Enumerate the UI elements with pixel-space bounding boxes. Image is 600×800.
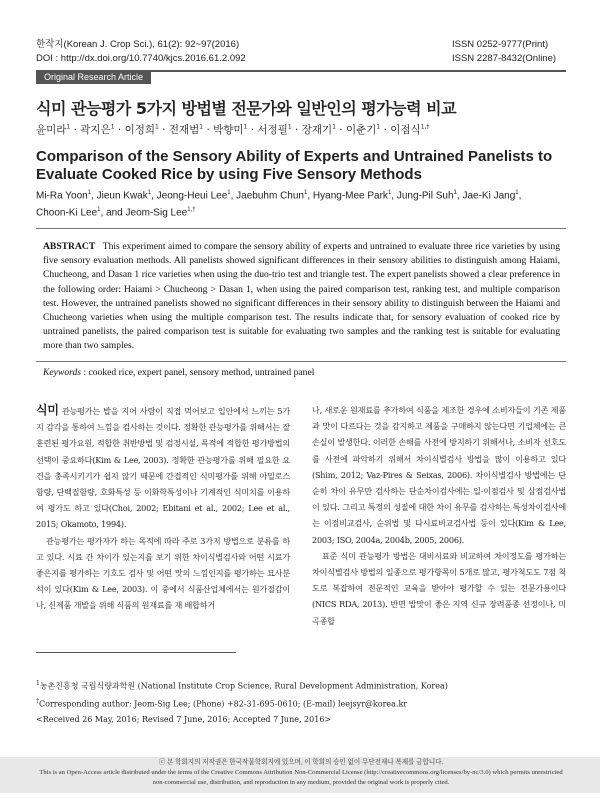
footnote-text: 농촌진흥청 국립식량과학원 (National Institute Crop Science, Rural Development Administration, Korea) — [39, 681, 448, 691]
author-en: Jung-Pil Suh — [396, 190, 454, 202]
affil-sup: 1 — [287, 123, 292, 131]
keywords-label: Keywords — [43, 367, 82, 378]
affil-sup: 1 — [332, 123, 336, 131]
body-paragraph — [36, 402, 290, 533]
footnote-text: Corresponding author: Jeom-Sig Lee; (Phone) +82-31-695-0610; (E-mail) leejsyr@korea.kr — [39, 699, 408, 709]
affil-sup: 1 — [376, 123, 381, 131]
affil-sup: 1 — [97, 207, 101, 214]
affil-sup: 1 — [199, 123, 204, 131]
author-en: Choon-Ki Lee — [36, 207, 98, 219]
author-ko: 박향미 — [213, 124, 244, 136]
author-ko: 서정필 — [257, 124, 288, 136]
affil-sup: 1 — [110, 123, 115, 131]
author-en: Jieun Kwak — [96, 190, 148, 202]
affil-sup: 1,† — [420, 123, 430, 131]
keywords-text: : cooked rice, expert panel, sensory method, untrained panel — [83, 367, 315, 378]
dropcap: 식미 — [36, 403, 59, 417]
author-ko: 전재범 — [168, 124, 200, 136]
korean-title: 식미 관능평가 5가지 방법별 전문가와 일반인의 평가능력 비교 — [36, 99, 457, 118]
body-column-left — [36, 402, 290, 614]
author-ko: 장재기 — [301, 124, 333, 136]
keywords — [43, 367, 314, 378]
author-en: Jaebuhm Chun — [236, 190, 304, 202]
author-en: and Jeom-Sig Lee — [106, 207, 188, 219]
doi-link[interactable]: DOI : http://dx.doi.org/10.7740/kjcs.2016.61.2.092 — [36, 53, 246, 64]
author-ko: 이정희 — [124, 124, 155, 136]
affil-sup: 1 — [227, 190, 231, 196]
korean-authors: 윤미라$^1$ · 곽지은$^1$ · 이정희$^1$ · 전재범$^1$ · 박향미$^1$ · 서정필$^1$ · 장재기$^1$ · 이춘기$^1$ · 이점식$^{1,\dagger}$ — [36, 123, 430, 136]
footnote-affiliation — [36, 676, 566, 694]
issn-block — [452, 38, 556, 66]
affil-sup: 1,† — [187, 207, 196, 214]
author-en: Jeong-Heui Lee — [156, 190, 228, 202]
affil-sup: 1 — [87, 190, 92, 196]
author-ko: 이점식 — [390, 124, 421, 136]
affil-sup: 1 — [155, 123, 159, 131]
abstract-label: ABSTRACT — [43, 241, 96, 252]
license-notice — [36, 758, 566, 788]
author-ko: 곽지은 — [80, 124, 111, 136]
issn-print: ISSN 0252-9777(Print) — [452, 39, 549, 50]
author-en: Jae-Ki Jang — [462, 190, 516, 202]
affil-sup: 1 — [66, 123, 71, 131]
english-title: Comparison of the Sensory Ability of Experts and Untrained Panelists to Evaluate Cooked Rice by using Five Sensory Methods — [36, 148, 553, 183]
journal-citation: 한작지(Korean J. Crop Sci.), 61(2): 92~97(2016) — [36, 39, 240, 50]
body-paragraph: 나, 새로운 원재료를 추가하여 식품을 제조한 경우에 소비자들이 기존 제품과 맛이 다르다는 것을 감지하고 제품을 구매하지 않는다면 기업체에는 큰 손실이 발생한다. 이러한 손해를 사전에 방지하기 위해서나, 소비자 선호도를 사전에 파악하기 위해서 차이식별검사 방법을 많이 이용하고 있다(Shim, 2012; Vaz-Pires & Seixas, 2006). 차이식별검사 방법에는 단순히 차이 유무만 검사하는 단순차이검사에는 일-이점검사 및 삼점검사법이 있다. 그리고 특정의 성질에 대한 차이 유무를 검사하는 특성차이검사에는 이점비교검사, 순위법 및 다시료비교검사법 등이 있다(Kim & Lee, 2003; ISO, 2004a, 2004b, 2005, 2006). — [312, 405, 566, 545]
author-en: Mi-Ra Yoon — [36, 190, 88, 202]
paragraph-text: 관능평가는 밥을 지어 사람이 직접 먹어보고 입안에서 느끼는 5가지 감각을 통하여 느낌을 검사하는 것이다. 정확한 관능평가를 위해서는 잘 훈련된 평가요원, 적합한 취반방법 및 검정시설, 목적에 적합한 평가방법의 선택이 중요하다(Kim & Lee, 2003). 정확한 관능평가를 위해 필요한 요건을 충족시키기가 쉽지 않기 때문에 간접적인 식미평가를 위해 아밀로스함량, 단백질함량, 호화특성 등 이화학특성이나 기계적인 식미치를 이용하여 평가도 하고 있다(Choi, 2002; Ebitani et al., 2002; Lee et al., 2015; Okamoto, 1994). — [36, 406, 290, 530]
journal-header — [36, 38, 246, 66]
author-ko: 윤미라 — [36, 124, 67, 136]
footnote-rule — [36, 652, 236, 653]
affil-sup: 1 — [387, 190, 392, 196]
english-authors: Mi-Ra Yoon$^1$, Jieun Kwak$^1$, Jeong-Heui Lee$^1$, Jaebuhm Chun$^1$, Hyang-Mee Park$^1$, Jung-Pil Suh$^1$, Jae-Ki Jang$^1$, Choon-Ki Lee$^1$, and Jeom-Sig Lee$^{1,\dagger}$ — [36, 190, 522, 219]
affil-sup: 1 — [243, 123, 248, 131]
author-en: Hyang-Mee Park — [312, 190, 388, 202]
affil-sup: 1 — [304, 190, 308, 196]
issn-online: ISSN 2287-8432(Online) — [452, 53, 557, 64]
abstract — [43, 240, 560, 354]
footnote-sup: † — [36, 698, 39, 706]
license-terms: This is an Open-Access article distributed under the terms of the Creative Commons Attribution Non-Commercial License (http://creativecommons.org/licenses/by-nc/3.0) which permits unrestricted non-commercial use, distribution, and reproduction in any medium, provided the original work is properly cited. — [39, 769, 563, 786]
footnote-sup: 1 — [36, 680, 40, 687]
author-ko: 이춘기 — [345, 124, 377, 136]
abstract-text: This experiment aimed to compare the sensory ability of experts and untrained to evaluate three rice varieties by using five sensory evaluation methods. All panelists showed significant differences in their sensory abilities to distinguish among Haiami, Chucheong, and Dasan 1 rice varieties when using the duo-trio test and triangle test. The expert panelists showed a clear preference in the following order: Haiami > Chucheong > Dasan 1, when using the paired comparison test, ranking test, and multiple comparison test. However, the untrained panelists showed no significant differences in their sensory ability to distinguish between the Haiami and Chucheong varieties when using the multiple comparison test. The results indicate that, for sensory evaluation of cooked rice by untrained panelists, the paired comparison test is suitable for evaluating two samples and the ranking test is suitable for evaluating more than two samples. — [43, 241, 560, 352]
affil-sup: 1 — [147, 190, 152, 196]
affil-sup: 1 — [453, 190, 457, 196]
license-copyright: ⓒ 본 학회지의 저작권은 한국작물학회지에 있으며, 이 학회의 승인 없이 무단전재나 복제를 금합니다. — [158, 759, 444, 766]
body-paragraph: 관능평가는 평가자가 하는 목적에 따라 주로 3가지 방법으로 분류를 하고 있다. 시료 간 차이가 있는지를 보기 위한 차이식별검사와 어떤 시료가 좋은지를 평가하는 기호도 검사 및 어떤 맛의 느낌인지를 평가하는 묘사분석이 있다(Kim & Lee, 2003). 이 중에서 식품산업체에서는 원가절감이나, 신제품 개발을 위해 식품의 원재료를 재 배합하거 — [36, 535, 290, 611]
affil-sup: 1 — [515, 190, 519, 196]
footnote-dates: <Received 26 May, 2016; Revised 7 June, 2016; Accepted 7 June, 2016> — [36, 715, 332, 725]
footnotes — [36, 676, 566, 728]
article-type-badge: Original Research Article — [36, 70, 151, 84]
body-column-right — [312, 402, 566, 629]
body-paragraph: 표준 식미 관능평가 방법은 대비시료와 비교하여 차이정도를 평가하는 차이식별검사 방법의 일종으로 평가항목이 5개로 많고, 평가척도도 7점 척도로 복잡하여 전문적인 교육을 받아야 평가할 수 있는 전문가용이다(NICS RDA, 2013). 반면 밥맛이 좋은 지역 신규 장려품종 선정이나, 미곡종합 — [312, 550, 566, 626]
footnote-corresponding — [36, 694, 566, 712]
